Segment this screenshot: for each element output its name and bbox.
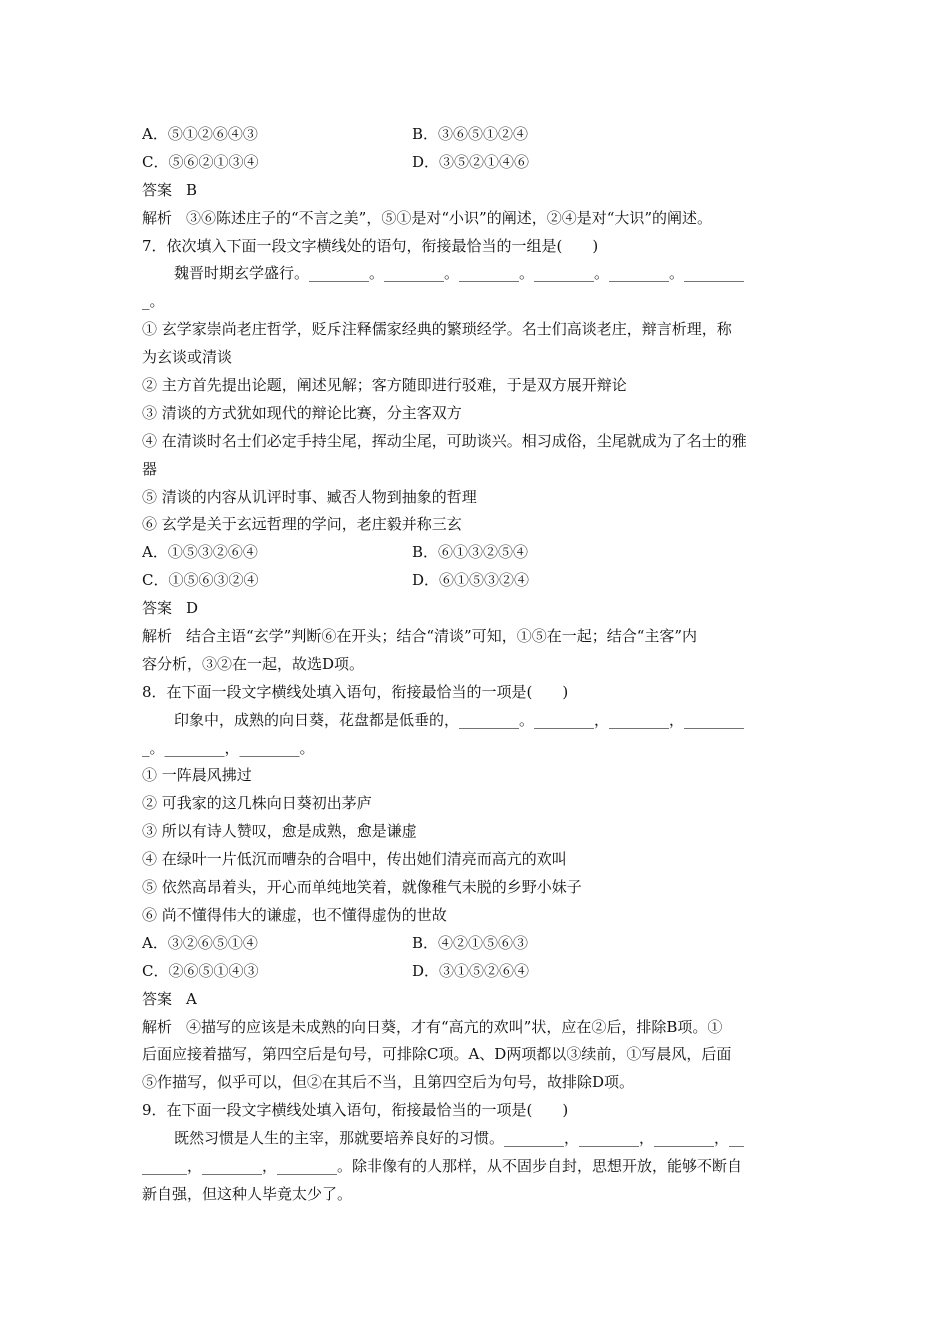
q7-analysis-line-2: 容分析，③②在一起，故选D项。 xyxy=(142,654,365,673)
q7-sentence-4-line-1: ④ 在清谈时名士们必定手持尘尾，挥动尘尾，可助谈兴。相习成俗，尘尾就成为了名士的雅 xyxy=(142,431,747,450)
q8-analysis-line-3: ⑤作描写，似乎可以，但②在其后不当，且第四空后为句号，故排除D项。 xyxy=(142,1073,635,1092)
analysis-text: ④描写的应该是未成熟的向日葵，才有“高亢的欢叫”状，应在②后，排除B项。① xyxy=(186,1017,723,1036)
q6-option-a: A．⑤①②⑥④③ xyxy=(142,125,258,143)
q8-sentence-2: ② 可我家的这几株向日葵初出茅庐 xyxy=(142,794,372,813)
q7-passage-line-2: _。 xyxy=(142,292,165,311)
q9-passage-line-1: 既然习惯是人生的主宰，那就要培养良好的习惯。________，________，________，__ xyxy=(174,1129,745,1148)
q8-sentence-3: ③ 所以有诗人赞叹，愈是成熟，愈是谦虚 xyxy=(142,822,417,841)
document-page xyxy=(142,121,822,1209)
answer-label: 答案 xyxy=(142,989,173,1008)
q7-answer xyxy=(142,595,822,623)
q8-analysis-line-2: 后面应接着描写，第四空后是句号，可排除C项。A、D两项都以③续前，①写晨风，后面 xyxy=(142,1045,732,1064)
q8-options-row-2 xyxy=(142,958,822,986)
analysis-label: 解析 xyxy=(142,1017,173,1036)
q7-option-a: A．①⑤③②⑥④ xyxy=(142,543,258,562)
q8-option-c: C．②⑥⑤①④③ xyxy=(142,961,259,980)
q8-option-b: B．④②①⑤⑥③ xyxy=(412,933,529,952)
q8-stem: 8．在下面一段文字横线处填入语句，衔接最恰当的一项是( ) xyxy=(142,682,569,701)
q8-option-d: D．③①⑤②⑥④ xyxy=(412,961,530,980)
q7-option-c: C．①⑤⑥③②④ xyxy=(142,571,259,590)
q7-sentence-1-line-2: 为玄谈或清谈 xyxy=(142,348,233,367)
analysis-label: 解析 xyxy=(142,627,173,646)
q8-sentence-5: ⑤ 依然高昂着头，开心而单纯地笑着，就像稚气未脱的乡野小妹子 xyxy=(142,878,582,897)
q8-option-a: A．③②⑥⑤①④ xyxy=(142,933,258,952)
q8-passage-line-2: _。________，________。 xyxy=(142,738,315,757)
q7-option-b: B．⑥①③②⑤④ xyxy=(412,543,529,562)
q6-analysis xyxy=(142,205,822,233)
q8-analysis-line-1 xyxy=(142,1014,822,1042)
q7-sentence-2: ② 主方首先提出论题，阐述见解；客方随即进行驳难，于是双方展开辩论 xyxy=(142,376,627,395)
q8-passage-line-1: 印象中，成熟的向日葵，花盘都是低垂的，________。________，________，________ xyxy=(174,710,745,729)
q7-passage-line-1: 魏晋时期玄学盛行。________。________。________。________。________。________ xyxy=(174,264,745,283)
q7-sentence-6: ⑥ 玄学是关于玄远哲理的学问，老庄毅并称三玄 xyxy=(142,515,462,534)
analysis-text: 结合主语“玄学”判断⑥在开头；结合“清谈”可知，①⑤在一起；结合“主客”内 xyxy=(186,627,698,646)
answer-label: 答案 xyxy=(142,180,173,199)
q6-options-row-2 xyxy=(142,149,822,177)
q9-passage-line-2: ______，________，________。除非像有的人那样，从不固步自封，思想开放，能够不断自 xyxy=(142,1156,743,1175)
q7-stem: 7．依次填入下面一段文字横线处的语句，衔接最恰当的一组是( ) xyxy=(142,236,599,255)
q8-sentence-6: ⑥ 尚不懂得伟大的谦虚，也不懂得虚伪的世故 xyxy=(142,905,447,924)
q9-passage-line-3: 新自强，但这种人毕竟太少了。 xyxy=(142,1184,353,1203)
q6-answer xyxy=(142,177,822,205)
analysis-label: 解析 xyxy=(142,208,173,227)
q7-options-row-1 xyxy=(142,539,822,567)
q9-stem: 9．在下面一段文字横线处填入语句，衔接最恰当的一项是( ) xyxy=(142,1101,569,1120)
q7-options-row-2 xyxy=(142,567,822,595)
q6-options-row-1 xyxy=(142,121,822,149)
q7-sentence-5: ⑤ 清谈的内容从讥评时事、臧否人物到抽象的哲理 xyxy=(142,487,477,506)
q7-analysis-line-1 xyxy=(142,623,822,651)
q7-sentence-1-line-1: ① 玄学家崇尚老庄哲学，贬斥注释儒家经典的繁琐经学。名士们高谈老庄，辩言析理，称 xyxy=(142,320,732,339)
answer-value: D xyxy=(186,599,199,618)
q7-sentence-3: ③ 清谈的方式犹如现代的辩论比赛，分主客双方 xyxy=(142,403,462,422)
q7-option-d: D．⑥①⑤③②④ xyxy=(412,571,530,590)
answer-label: 答案 xyxy=(142,599,173,618)
answer-value: B xyxy=(186,180,198,199)
q6-option-b: B．③⑥⑤①②④ xyxy=(412,125,529,143)
q6-option-d: D．③⑤②①④⑥ xyxy=(412,152,530,171)
q8-sentence-4: ④ 在绿叶一片低沉而嘈杂的合唱中，传出她们清亮而高亢的欢叫 xyxy=(142,850,567,869)
q8-options-row-1 xyxy=(142,930,822,958)
q7-sentence-4-line-2: 器 xyxy=(142,459,158,478)
analysis-text: ③⑥陈述庄子的“不言之美”，⑤①是对“小识”的阐述，②④是对“大识”的阐述。 xyxy=(186,208,713,227)
answer-value: A xyxy=(186,989,197,1008)
q8-sentence-1: ① 一阵晨风拂过 xyxy=(142,766,252,785)
q6-option-c: C．⑤⑥②①③④ xyxy=(142,152,259,171)
q8-answer xyxy=(142,986,822,1014)
